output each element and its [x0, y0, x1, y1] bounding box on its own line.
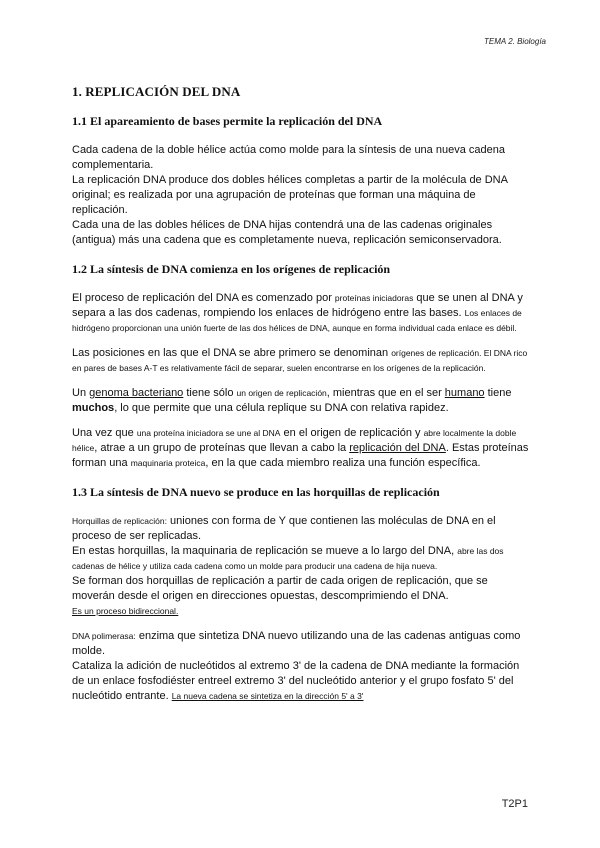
- document-body: [72, 84, 532, 704]
- term-replicacion-del-dna: replicación del DNA: [349, 442, 446, 454]
- text-run: En estas horquillas, la maquinaria de replicación se mueve a lo largo del DNA,: [72, 545, 458, 557]
- s3-paragraph-1: [72, 514, 532, 544]
- text-run-small: abre localmente la doble hélice: [72, 428, 517, 453]
- s3-paragraph-2: [72, 544, 532, 574]
- s2-paragraph-4: [72, 426, 532, 471]
- text-run: Un: [72, 387, 90, 399]
- chapter-title: 1. REPLICACIÓN DEL DNA: [72, 84, 241, 99]
- term-muchos: muchos: [72, 402, 115, 414]
- text-run: , mientras que en el ser: [326, 387, 445, 399]
- text-run: Una vez que: [72, 427, 137, 439]
- text-run: Cataliza la adición de nucleótidos al extremo 3' de la cadena de DNA mediante la formación de un enlace fosfodiéster entreel extremo 3' del nucleótido anterior y el grupo fosfato 5' del nucleótido entrante.: [72, 660, 520, 702]
- term-horquillas: Horquillas de replicación:: [72, 516, 167, 526]
- text-run-small: maquinaria proteica: [130, 458, 206, 468]
- text-run-small: . El DNA rico en pares de bases A-T es relativamente fácil de separar, suelen encontrarse en los orígenes de la replicación.: [72, 348, 528, 373]
- s1-paragraph-2: La replicación DNA produce dos dobles hélices completas a partir de la molécula de DNA original; es realizada por una agrupación de proteínas que forman una máquina de replicación.: [72, 174, 508, 216]
- text-run-small: Los enlaces de hidrógeno proporcionan una unión fuerte de las dos hélices de DNA, aunque en forma individual cada enlace es débil.: [72, 308, 522, 333]
- text-run-small: un origen de replicación: [236, 388, 327, 398]
- s3-bidirectional-note: Es un proceso bidireccional.: [72, 606, 179, 616]
- term-origenes: orígenes de replicación: [391, 348, 480, 358]
- section-heading-1-1: 1.1 El apareamiento de bases permite la replicación del DNA: [72, 114, 383, 128]
- text-run: , lo que permite que una célula replique su DNA con relativa rapidez.: [114, 402, 449, 414]
- s2-paragraph-3: [72, 386, 532, 416]
- page-number: T2P1: [501, 798, 528, 810]
- text-run-small: abre las dos cadenas de hélice y utiliza cada cadena como un molde para producir una cadena de hija nueva.: [72, 546, 504, 571]
- text-run: en el origen de replicación y: [280, 427, 424, 439]
- text-run: . Estas proteínas forman una: [72, 442, 529, 469]
- s2-paragraph-2: [72, 346, 532, 376]
- text-run: , atrae a un grupo de proteínas que llevan a cabo la: [94, 442, 350, 454]
- text-run: El proceso de replicación del DNA es comenzado por: [72, 292, 335, 304]
- term-genoma-bacteriano: genoma bacteriano: [89, 387, 184, 399]
- s3-paragraph-6: [72, 659, 532, 704]
- text-run: que se unen al DNA y separa a las dos cadenas, rompiendo los enlaces de hidrógeno entre las bases.: [72, 292, 523, 319]
- text-run: Las posiciones en las que el DNA se abre primero se denominan: [72, 347, 392, 359]
- running-header: TEMA 2. Biología: [484, 37, 546, 46]
- text-run: tiene sólo: [183, 387, 237, 399]
- text-run-small-underlined: La nueva cadena se sintetiza en la dirección 5' a 3': [171, 691, 364, 701]
- text-run: tiene: [484, 387, 512, 399]
- term-proteinas-iniciadoras: proteínas iniciadoras: [334, 293, 414, 303]
- term-humano: humano: [444, 387, 485, 399]
- s3-paragraph-3: Se forman dos horquillas de replicación a partir de cada origen de replicación, que se moverán desde el origen en direcciones opuestas, descomprimiendo el DNA.: [72, 575, 488, 602]
- term-dna-polimerasa: DNA polimerasa:: [72, 631, 136, 641]
- text-run: , en la que cada miembro realiza una función específica.: [205, 457, 481, 469]
- section-heading-1-3: 1.3 La síntesis de DNA nuevo se produce en las horquillas de replicación: [72, 485, 440, 499]
- s2-paragraph-1: [72, 291, 532, 336]
- s1-paragraph-1: Cada cadena de la doble hélice actúa como molde para la síntesis de una nueva cadena complementaria.: [72, 144, 505, 171]
- text-run: enzima que sintetiza DNA nuevo utilizando una de las cadenas antiguas como molde.: [72, 630, 521, 657]
- text-run: uniones con forma de Y que contienen las moléculas de DNA en el proceso de ser replicadas.: [72, 515, 496, 542]
- text-run-small: una proteína iniciadora se une al DNA: [136, 428, 281, 438]
- section-heading-1-2: 1.2 La síntesis de DNA comienza en los orígenes de replicación: [72, 262, 391, 276]
- s3-paragraph-5: [72, 629, 532, 659]
- s1-paragraph-3: Cada una de las dobles hélices de DNA hijas contendrá una de las cadenas originales (antigua) más una cadena que es completamente nueva, replicación semiconservadora.: [72, 219, 502, 246]
